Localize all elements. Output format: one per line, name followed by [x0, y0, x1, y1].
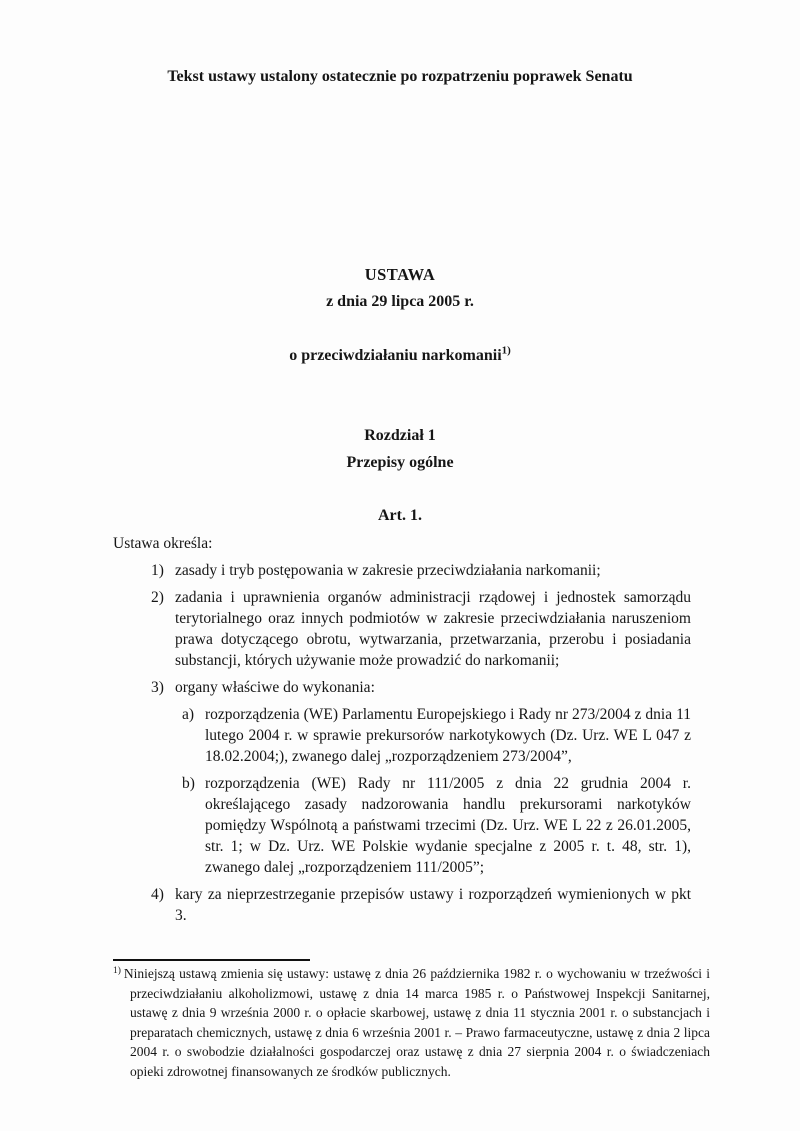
item-label: 4): [151, 886, 164, 903]
footnote: [113, 964, 710, 1081]
article-intro: Ustawa określa:: [113, 535, 213, 552]
footnote-text: Niniejszą ustawą zmienia się ustawy: ustawę z dnia 26 października 1982 r. o wychowaniu w trzeźwości i przeciwdziałaniu alkoholizmowi, ustawę z dnia 14 marca 1985 r. o Państwowej Inspekcji Sanitarnej, ustawę z dnia 9 września 2000 r. o opłacie skarbowej, ustawę z dnia 11 stycznia 2001 r. o substancjach i preparatach chemicznych, ustawę z dnia 6 września 2001 r. – Prawo farmaceutyczne, ustawę z dnia 2 lipca 2004 r. o swobodzie działalności gospodarczej oraz ustawę z dnia 27 sierpnia 2004 r. o świadczeniach opieki zdrowotnej finansowanych ze środków publicznych.: [123, 966, 710, 1079]
item-label: 3): [151, 679, 164, 696]
footnote-reference: 1): [501, 344, 511, 357]
item-label: a): [182, 706, 195, 723]
sublist-item: [113, 704, 691, 767]
act-date: z dnia 29 lipca 2005 r.: [326, 293, 474, 310]
item-label: b): [182, 775, 195, 792]
list-item: [113, 587, 691, 671]
item-label: 2): [151, 589, 164, 606]
footnote-separator: [113, 959, 310, 961]
act-subject: [0, 344, 800, 365]
item-text: organy właściwe do wykonania:: [175, 679, 375, 696]
document-header: Tekst ustawy ustalony ostatecznie po rozpatrzeniu poprawek Senatu: [167, 68, 633, 85]
list-item: [113, 884, 691, 926]
item-text: rozporządzenia (WE) Parlamentu Europejskiego i Rady nr 273/2004 z dnia 11 lutego 2004 r. w sprawie prekursorów narkotykowych (Dz. Urz. WE L 047 z 18.02.2004;), zwanego dalej „rozporządzeniem 273/2004”,: [205, 706, 691, 765]
item-text: zadania i uprawnienia organów administracji rządowej i jednostek samorządu terytorialnego oraz innych podmiotów w zakresie przeciwdziałania naruszeniom prawa dotyczącego obrotu, wytwarzania, przetwarzania, przerobu i posiadania substancji, których używanie może prowadzić do narkomanii;: [175, 589, 691, 669]
item-text: rozporządzenia (WE) Rady nr 111/2005 z dnia 22 grudnia 2004 r. określającego zasady nadzorowania handlu prekursorami narkotyków pomiędzy Wspólnotą a państwami trzecimi (Dz. Urz. WE L 22 z 26.01.2005, str. 1; w Dz. Urz. WE Polskie wydanie specjalne z 2005 r. t. 48, str. 1), zwanego dalej „rozporządzeniem 111/2005”;: [205, 775, 691, 876]
sublist-item: [113, 773, 691, 878]
footnote-marker: 1): [113, 965, 121, 976]
article-body: [113, 533, 691, 932]
item-text: kary za nieprzestrzeganie przepisów ustawy i rozporządzeń wymienionych w pkt 3.: [175, 886, 691, 924]
item-text: zasady i tryb postępowania w zakresie przeciwdziałania narkomanii;: [175, 562, 601, 579]
list-item: [113, 560, 691, 581]
article-number: Art. 1.: [378, 507, 422, 524]
item-label: 1): [151, 562, 164, 579]
act-type-heading: USTAWA: [364, 265, 436, 284]
chapter-title: Przepisy ogólne: [346, 454, 454, 471]
chapter-number: Rozdział 1: [364, 427, 436, 444]
act-subject-text: o przeciwdziałaniu narkomanii: [289, 347, 502, 364]
list-item: [113, 677, 691, 698]
